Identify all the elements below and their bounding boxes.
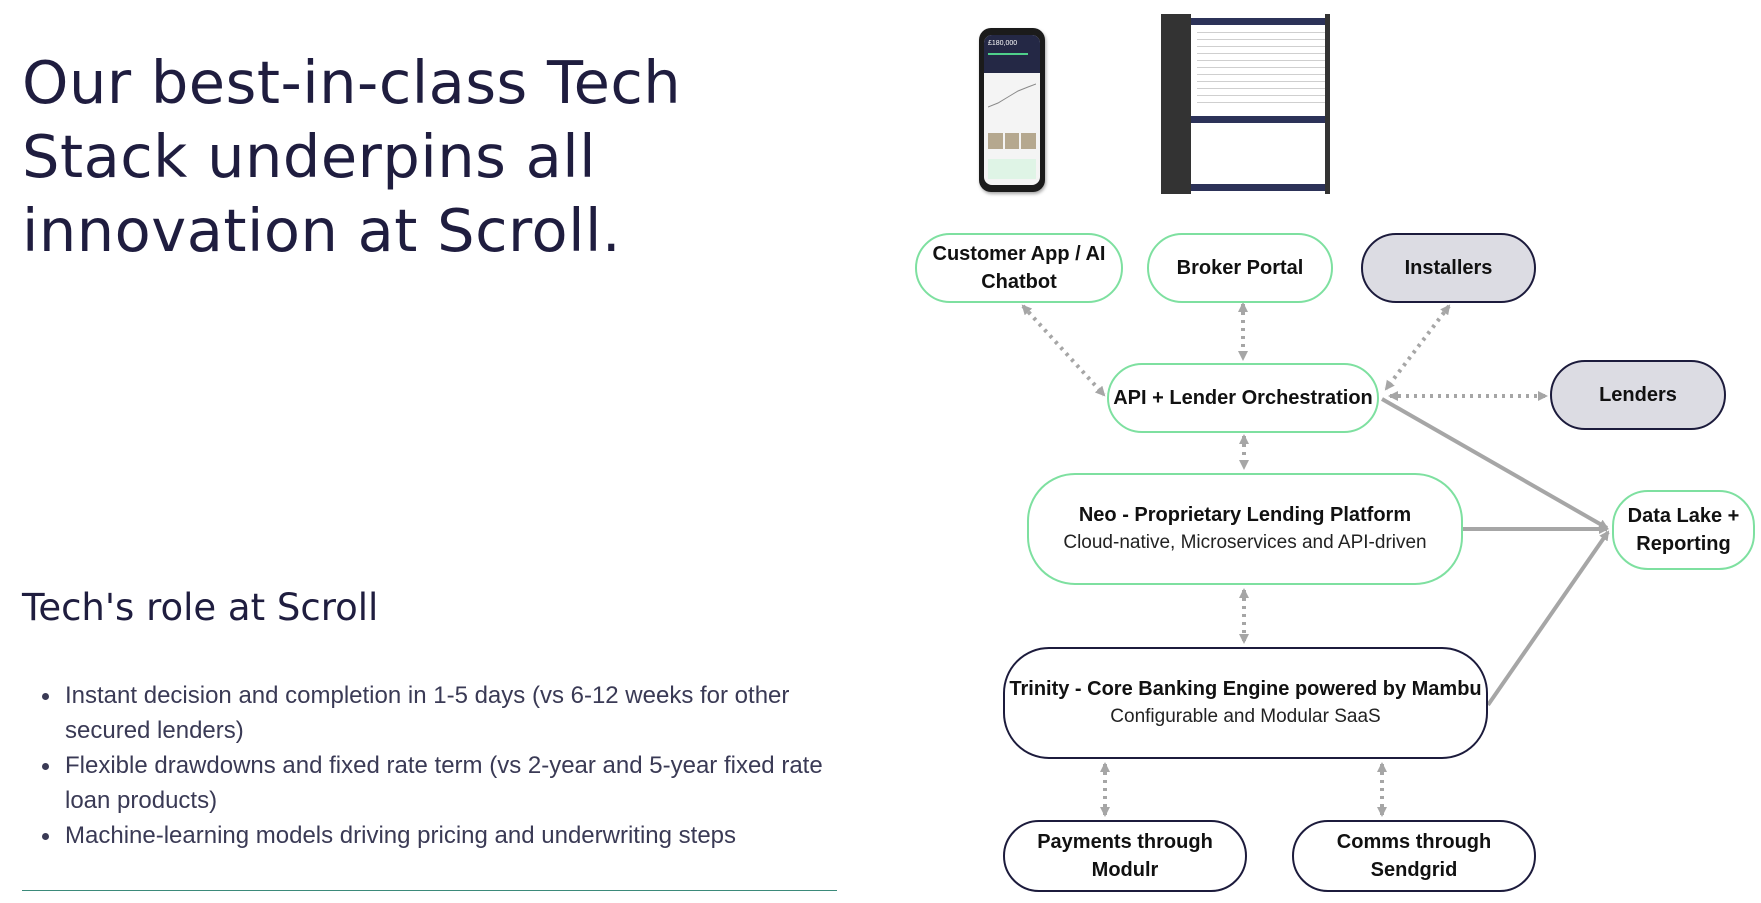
connector-customer-api bbox=[1023, 306, 1104, 395]
node-trinity-subtitle: Configurable and Modular SaaS bbox=[1110, 706, 1381, 727]
phone-balance: £180,000 bbox=[988, 40, 1018, 47]
node-payments-title: Payments through Modulr bbox=[1037, 831, 1213, 881]
connector-trinity-datalake bbox=[1488, 532, 1608, 705]
node-lenders-title: Lenders bbox=[1599, 384, 1677, 406]
node-api-orchestration bbox=[1107, 363, 1379, 433]
bullet-item: Machine-learning models driving pricing and underwriting steps bbox=[22, 818, 852, 853]
headline-line-3: innovation at Scroll. bbox=[22, 196, 622, 265]
node-installers bbox=[1361, 233, 1536, 303]
node-neo-title: Neo - Proprietary Lending Platform bbox=[1078, 504, 1412, 526]
node-neo-platform bbox=[1027, 473, 1463, 585]
node-data-lake-title: Data Lake + Reporting bbox=[1627, 505, 1740, 555]
node-broker-portal bbox=[1147, 233, 1333, 303]
bullet-item: Flexible drawdowns and fixed rate term (vs 2-year and 5-year fixed rate loan products) bbox=[22, 748, 852, 818]
node-data-lake bbox=[1612, 490, 1755, 570]
node-trinity-title: Trinity - Core Banking Engine powered by Mambu bbox=[1009, 678, 1482, 700]
headline-line-2: Stack underpins all bbox=[22, 122, 597, 191]
node-broker-portal-title: Broker Portal bbox=[1176, 257, 1304, 279]
node-lenders bbox=[1550, 360, 1726, 430]
node-payments bbox=[1003, 820, 1247, 892]
node-comms-title: Comms through Sendgrid bbox=[1336, 831, 1492, 881]
node-trinity-engine bbox=[1003, 647, 1488, 759]
headline-line-1: Our best-in-class Tech bbox=[22, 48, 682, 117]
node-customer-app-title: Customer App / AI Chatbot bbox=[932, 243, 1106, 293]
section-heading: Tech's role at Scroll bbox=[22, 586, 379, 629]
node-api-title: API + Lender Orchestration bbox=[1113, 387, 1373, 409]
node-comms bbox=[1292, 820, 1536, 892]
node-installers-title: Installers bbox=[1404, 257, 1493, 279]
node-neo-subtitle: Cloud-native, Microservices and API-driven bbox=[1063, 532, 1427, 553]
bullet-item: Instant decision and completion in 1-5 days (vs 6-12 weeks for other secured lenders) bbox=[22, 678, 852, 748]
node-customer-app bbox=[915, 233, 1123, 303]
connector-installers-api bbox=[1386, 306, 1449, 389]
